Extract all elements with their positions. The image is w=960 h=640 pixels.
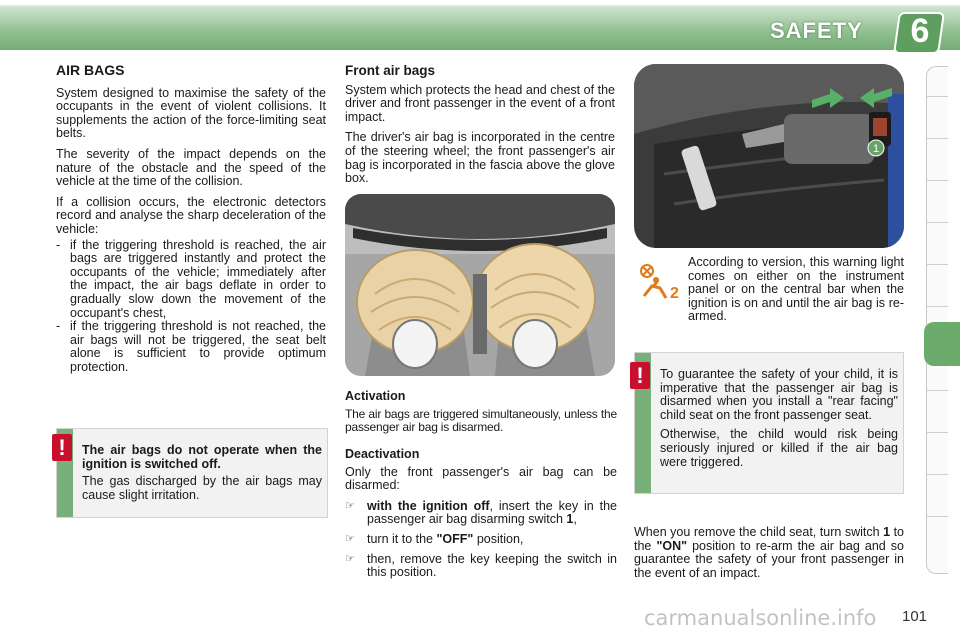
warning-text: Otherwise, the child would risk being seriously injured or killed if the air bag were triggered. bbox=[660, 427, 898, 469]
warning-text-child-seat bbox=[660, 368, 898, 475]
chapter-tab-divider bbox=[926, 390, 948, 391]
air-bags-paragraph: The severity of the impact depends on the nature of the obstacle and the speed of the vehicle at the time of the collision. bbox=[56, 146, 326, 189]
rearm-section bbox=[634, 526, 904, 587]
warning-text: The gas discharged by the air bags may cause slight irritation. bbox=[82, 474, 322, 502]
page-number: 101 bbox=[902, 608, 928, 625]
step-text: , insert the key in the passenger air bag disarming switch bbox=[367, 498, 617, 527]
chapter-number: 6 bbox=[910, 12, 930, 50]
list-item bbox=[345, 553, 617, 580]
list-item: - if the triggering threshold is reached, the air bags are triggered instantly and protect the occupants of the vehicle; immediately after the impact, the air bags deflate in order to gradually slow down the movement of the occupant's chest, bbox=[56, 239, 326, 321]
step-bold-text: "OFF" bbox=[436, 531, 474, 546]
list-item: - if the triggering threshold is not reached, the air bags will not be triggered, the seat belt alone is sufficient to provide optimum protection. bbox=[56, 320, 326, 374]
rearm-text bbox=[634, 526, 904, 580]
rearm-text-part: to the bbox=[634, 525, 904, 553]
warning-text-ignition bbox=[82, 444, 322, 508]
deactivation-text: Only the front passenger's air bag can be disarmed: bbox=[345, 464, 617, 493]
air-bags-title: AIR BAGS bbox=[56, 62, 125, 78]
deactivation-title: Deactivation bbox=[345, 447, 420, 461]
glove-box-switch-illustration bbox=[634, 64, 904, 248]
passenger-airbag-off-icon bbox=[636, 262, 682, 302]
chapter-tab-divider bbox=[926, 306, 948, 307]
chapter-tab-divider bbox=[926, 222, 948, 223]
air-bags-paragraph: If a collision occurs, the electronic detectors record and analyse the sharp deceleration of the vehicle: bbox=[56, 194, 326, 236]
activation-section bbox=[345, 390, 617, 442]
lamp-digit: 2 bbox=[670, 285, 679, 302]
warning-bold-text: The air bags do not operate when the ignition is switched off. bbox=[82, 443, 322, 471]
watermark: carmanualsonline.info bbox=[644, 606, 877, 630]
hand-pointer-icon: ☞ bbox=[345, 552, 355, 565]
step-text: then, remove the key keeping the switch in this position. bbox=[367, 551, 617, 580]
activation-title: Activation bbox=[345, 389, 406, 403]
exclamation-icon: ! bbox=[52, 434, 72, 461]
air-bags-section bbox=[56, 64, 326, 374]
chapter-tab-divider bbox=[926, 516, 948, 517]
chapter-tab-divider bbox=[926, 474, 948, 475]
chapter-tab-divider bbox=[926, 264, 948, 265]
hand-pointer-icon: ☞ bbox=[345, 499, 355, 512]
section-title: SAFETY bbox=[770, 18, 863, 43]
chapter-tab-divider bbox=[926, 138, 948, 139]
step-text: , bbox=[573, 512, 577, 527]
deactivation-steps bbox=[345, 500, 617, 580]
chapter-tab-strip bbox=[926, 66, 948, 574]
chapter-tab-divider bbox=[926, 180, 948, 181]
glove-box-switch-photo bbox=[634, 64, 904, 248]
warning-lamp-text: According to version, this warning light comes on either on the instrument panel or on the central bar when the ignition is on and until the air bag is re-armed. bbox=[688, 255, 904, 324]
step-bold-text: with the ignition off bbox=[367, 498, 490, 513]
deactivation-section bbox=[345, 448, 617, 586]
front-air-bags-title: Front air bags bbox=[345, 63, 436, 78]
front-air-bags-paragraph: System which protects the head and chest of the driver and front passenger in the event of a front impact. bbox=[345, 82, 615, 124]
air-bags-paragraph: System designed to maximise the safety of the occupants in the event of violent collisions. It supplements the action of the force-limiting seat belts. bbox=[56, 85, 326, 141]
step-text: position, bbox=[473, 531, 524, 546]
rearm-bold: "ON" bbox=[656, 538, 688, 553]
hand-pointer-icon: ☞ bbox=[345, 532, 355, 545]
warning-lamp-note bbox=[688, 256, 904, 331]
chapter-tab-divider bbox=[926, 96, 948, 97]
warning-text: To guarantee the safety of your child, it is imperative that the passenger air bag is disarmed when you install a "rear facing" child seat on the front passenger seat. bbox=[660, 367, 898, 422]
list-item bbox=[345, 533, 617, 547]
chapter-tab-active[interactable] bbox=[924, 322, 960, 366]
rearm-bold: 1 bbox=[883, 525, 891, 539]
step-text: turn it to the bbox=[367, 531, 437, 546]
switch-callout-label: 1 bbox=[872, 143, 880, 155]
airbags-deployed-illustration bbox=[345, 194, 615, 376]
airbags-deployed-photo bbox=[345, 194, 615, 376]
exclamation-icon: ! bbox=[630, 362, 650, 389]
chapter-tab-divider bbox=[926, 432, 948, 433]
front-air-bags-section bbox=[345, 64, 615, 193]
activation-text: The air bags are triggered simultaneously, unless the passenger air bag is disarmed. bbox=[345, 406, 617, 435]
trigger-list bbox=[56, 239, 326, 375]
front-air-bags-paragraph: The driver's air bag is incorporated in the centre of the steering wheel; the front passenger's air bag is incorporated in the fascia above the glove box. bbox=[345, 130, 615, 186]
rearm-text-part: When you remove the child seat, turn switch bbox=[634, 525, 884, 539]
list-item bbox=[345, 500, 617, 527]
step-bold-text: 1 bbox=[566, 512, 574, 527]
rearm-text-part: position to re-arm the air bag and so guarantee the safety of your front passenger in the event of an impact. bbox=[634, 538, 904, 580]
